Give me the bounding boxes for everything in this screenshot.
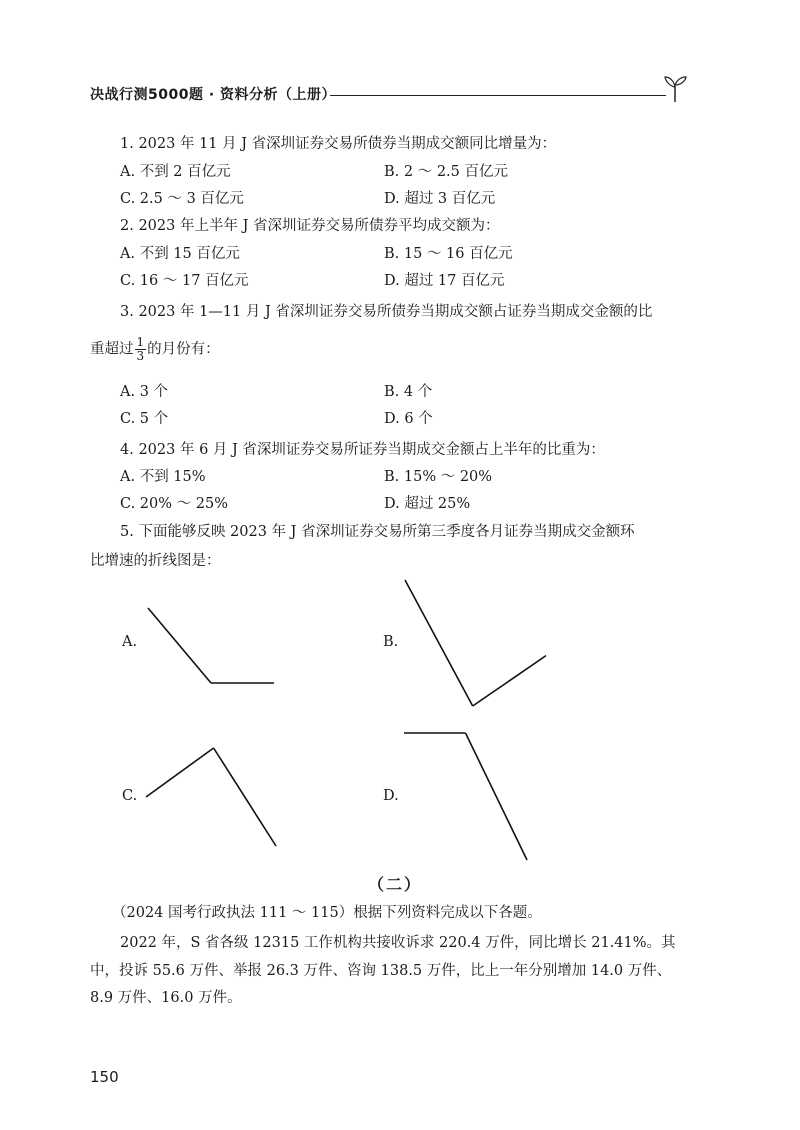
section-intro: （2024 国考行政执法 111 ～ 115）根据下列资料完成以下各题。 (112, 905, 542, 921)
section-paragraph-line-2: 中，投诉 55.6 万件、举报 26.3 万件、咨询 138.5 万件，比上一年分别增加 14.0 万件、 (90, 963, 672, 979)
question-2-option-d[interactable]: D. 超过 17 百亿元 (384, 273, 505, 289)
chart-b-segment-1 (405, 580, 473, 706)
question-4-option-d[interactable]: D. 超过 25% (384, 496, 471, 512)
figure-option-a-label[interactable]: A. (122, 634, 138, 650)
question-5-stem-continued: 比增速的折线图是： (90, 553, 221, 569)
running-header-title: 决战行测5000题 · 资料分析（上册） (90, 87, 337, 103)
question-2-option-c[interactable]: C. 16 ～ 17 百亿元 (120, 273, 249, 289)
chart-b-segment-2 (473, 656, 546, 706)
line-chart-b[interactable] (405, 580, 546, 706)
question-1-option-b[interactable]: B. 2 ～ 2.5 百亿元 (384, 164, 508, 180)
figure-option-c-label[interactable]: C. (122, 788, 138, 804)
question-2-stem: 2. 2023 年上半年 J 省深圳证券交易所债券平均成交额为： (120, 218, 500, 234)
question-3-stem: 3. 2023 年 1—11 月 J 省深圳证券交易所债券当期成交额占证券当期成交金额的比 (120, 304, 653, 320)
question-3-stem-after-fraction: 的月份有： (147, 341, 220, 358)
question-5-stem: 5. 下面能够反映 2023 年 J 省深圳证券交易所第三季度各月证券当期成交金额环 (120, 524, 635, 540)
section-paragraph-line-1: 2022 年，S 省各级 12315 工作机构共接收诉求 220.4 万件，同比增长 21.41%。其 (120, 935, 676, 951)
line-chart-a[interactable] (148, 608, 274, 683)
line-chart-c[interactable] (146, 748, 276, 846)
question-3-option-b[interactable]: B. 4 个 (384, 384, 433, 400)
question-1-option-d[interactable]: D. 超过 3 百亿元 (384, 191, 496, 207)
question-1-stem: 1. 2023 年 11 月 J 省深圳证券交易所债券当期成交额同比增量为： (120, 136, 557, 152)
question-3-option-d[interactable]: D. 6 个 (384, 411, 433, 427)
question-1-option-a[interactable]: A. 不到 2 百亿元 (120, 164, 231, 180)
figure-option-b-label[interactable]: B. (383, 634, 399, 650)
question-4-option-a[interactable]: A. 不到 15% (120, 469, 206, 485)
question-4-option-c[interactable]: C. 20% ～ 25% (120, 496, 228, 512)
question-3-option-a[interactable]: A. 3 个 (120, 384, 169, 400)
question-4-option-b[interactable]: B. 15% ～ 20% (384, 469, 493, 485)
fraction-numerator: 1 (136, 335, 145, 349)
question-3-option-c[interactable]: C. 5 个 (120, 411, 169, 427)
section-title: （二） (368, 875, 423, 894)
figure-option-d-label[interactable]: D. (383, 788, 399, 804)
question-3-stem-before-fraction: 重超过 (90, 341, 134, 358)
chart-c-segment-1 (146, 748, 214, 797)
chart-d-segment-2 (466, 733, 528, 860)
line-chart-d[interactable] (404, 733, 527, 860)
chart-a-segment-1 (148, 608, 211, 683)
question-2-option-b[interactable]: B. 15 ～ 16 百亿元 (384, 246, 513, 262)
section-paragraph-line-3: 8.9 万件、16.0 万件。 (90, 990, 242, 1006)
chart-c-segment-2 (214, 748, 276, 846)
question-2-option-a[interactable]: A. 不到 15 百亿元 (120, 246, 240, 262)
fraction-denominator: 3 (136, 349, 145, 363)
question-4-stem: 4. 2023 年 6 月 J 省深圳证券交易所证券当期成交金额占上半年的比重为： (120, 442, 605, 458)
question-1-option-c[interactable]: C. 2.5 ～ 3 百亿元 (120, 191, 244, 207)
page-number: 150 (90, 1068, 119, 1086)
